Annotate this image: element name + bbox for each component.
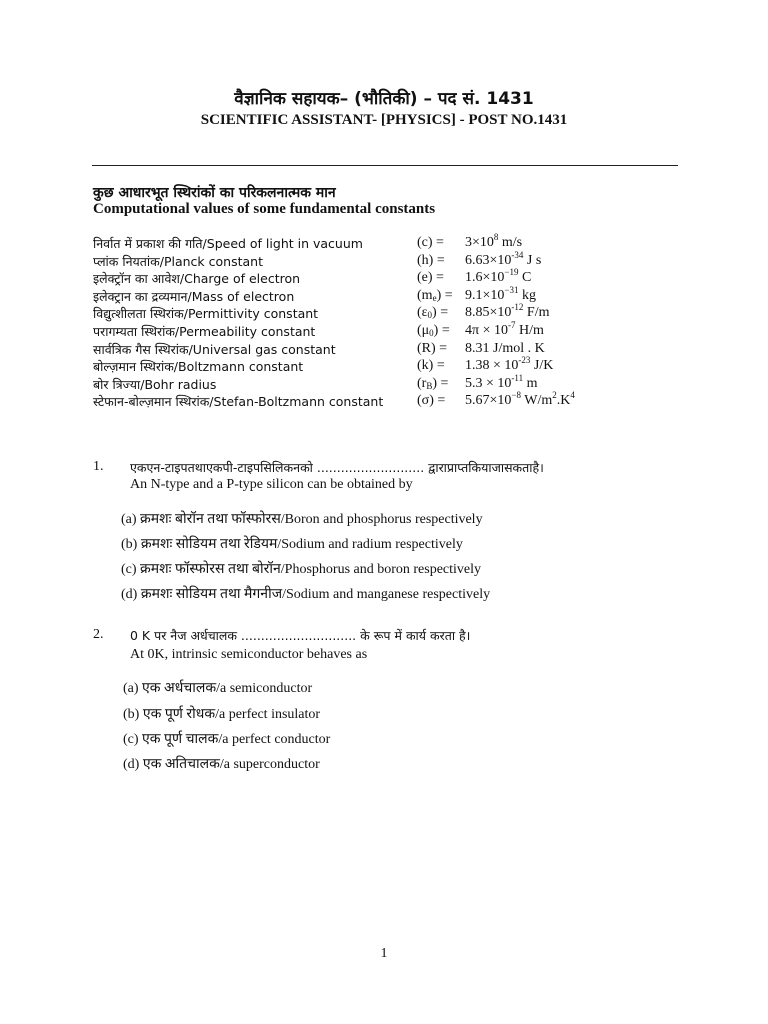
constant-unit: J s bbox=[523, 252, 542, 268]
constant-symbol: (r bbox=[417, 375, 427, 391]
constant-value: 4π × 10 bbox=[465, 323, 508, 338]
constant-exponent: -34 bbox=[511, 249, 524, 260]
option-b: (b) क्रमशः सोडियम तथा रेडियम/Sodium and radium respectively bbox=[121, 537, 463, 552]
constant-symbol-end: ) = bbox=[432, 305, 449, 321]
constant-unit: J/K bbox=[530, 358, 554, 374]
constant-symbol-subscript: 0 bbox=[427, 310, 433, 321]
constant-row bbox=[93, 284, 693, 306]
constant-value: 5.67×10 bbox=[465, 393, 512, 409]
constant-symbol: (R) = bbox=[417, 340, 448, 356]
constant-symbol-subscript: 0 bbox=[429, 328, 434, 338]
question-text-hindi: एकएन-टाइपतथाएकपी-टाइपसिलिकनको ........................... द्वाराप्राप्तकियाजासकताहै। bbox=[130, 460, 544, 475]
constant-symbol-cell bbox=[417, 376, 448, 392]
constant-row bbox=[93, 232, 693, 253]
constant-row bbox=[93, 341, 693, 359]
constant-value-cell bbox=[465, 355, 554, 374]
question-text-english: An N-type and a P-type silicon can be obtained by bbox=[130, 477, 413, 492]
constant-symbol: (e) = bbox=[417, 270, 444, 286]
constant-value-cell bbox=[465, 390, 575, 409]
constant-row bbox=[93, 249, 693, 271]
constant-symbol: (c) = bbox=[417, 235, 444, 250]
constant-symbol-cell bbox=[417, 323, 450, 339]
constant-unit-exponent: 4 bbox=[570, 390, 575, 401]
constant-symbol-end: ) = bbox=[436, 287, 453, 303]
option-b: (b) एक पूर्ण रोधक/a perfect insulator bbox=[123, 707, 321, 722]
constant-symbol: (h) = bbox=[417, 252, 445, 268]
constant-symbol: (k) = bbox=[417, 358, 445, 374]
constant-unit-extra: .K bbox=[556, 393, 571, 409]
constant-value-cell bbox=[465, 302, 550, 321]
constant-unit: kg bbox=[518, 287, 536, 303]
constant-name: निर्वात में प्रकाश की गति/Speed of light in vacuum bbox=[93, 236, 363, 251]
constant-row bbox=[93, 320, 693, 341]
question-text-english: At 0K, intrinsic semiconductor behaves as bbox=[130, 647, 368, 662]
constant-value-cell bbox=[465, 320, 544, 339]
constant-symbol-end: ) = bbox=[432, 375, 449, 391]
constant-value: 5.3 × 10 bbox=[465, 375, 512, 391]
constant-symbol-end: ) = bbox=[433, 323, 450, 338]
constant-exponent: -11 bbox=[511, 372, 524, 383]
section-heading-hindi: कुछ आधारभूत स्थिरांकों का परिकलनात्मक मान bbox=[93, 185, 336, 201]
constant-symbol-cell bbox=[417, 358, 445, 374]
constant-value: 1.6×10 bbox=[465, 270, 505, 286]
constant-name: स्टेफान-बोल्ज़मान स्थिरांक/Stefan-Boltzmann constant bbox=[93, 394, 384, 410]
option-c: (c) एक पूर्ण चालक/a perfect conductor bbox=[123, 732, 331, 747]
question-number: 2. bbox=[93, 627, 104, 642]
constant-name: इलेक्ट्रॉन का आवेश/Charge of electron bbox=[93, 271, 301, 287]
page-title-english: SCIENTIFIC ASSISTANT- [PHYSICS] - POST NO.1431 bbox=[200, 112, 568, 128]
option-a: (a) एक अर्धचालक/a semiconductor bbox=[123, 681, 313, 696]
constant-name: विद्युत्शीलता स्थिरांक/Permittivity constant bbox=[93, 306, 319, 322]
constant-name: परागम्यता स्थिरांक/Permeability constant bbox=[93, 324, 316, 339]
constant-unit: W/m bbox=[520, 393, 553, 409]
constant-value-cell bbox=[465, 267, 532, 286]
constant-value-cell bbox=[465, 249, 542, 269]
constant-row bbox=[93, 390, 693, 411]
constant-unit: H/m bbox=[515, 323, 544, 338]
constant-symbol-cell bbox=[417, 341, 447, 357]
page-number: 1 bbox=[380, 946, 388, 961]
constant-name: सार्वत्रिक गैस स्थिरांक/Universal gas constant bbox=[93, 341, 336, 357]
constant-symbol-cell bbox=[417, 270, 444, 286]
constant-name: बोल्ज़मान स्थिरांक/Boltzmann constant bbox=[93, 359, 304, 375]
constant-symbol-cell bbox=[417, 305, 448, 321]
constant-row bbox=[93, 372, 693, 394]
constant-symbol: (m bbox=[417, 287, 433, 303]
constant-value-cell bbox=[465, 232, 523, 251]
constant-row bbox=[93, 355, 693, 376]
constant-unit: C bbox=[518, 270, 532, 286]
constant-symbol: (σ) = bbox=[417, 393, 446, 409]
constant-symbol-cell bbox=[417, 288, 453, 304]
constant-row bbox=[93, 302, 693, 323]
constant-exponent: 8 bbox=[493, 232, 499, 242]
constant-unit-exponent: 2 bbox=[552, 390, 557, 401]
question-number: 1. bbox=[93, 459, 104, 474]
question-text-hindi: 0 K पर नैज अर्धचालक ............................. के रूप में कार्य करता है। bbox=[130, 628, 471, 643]
constant-row bbox=[93, 267, 693, 288]
option-d: (d) क्रमशः सोडियम तथा मैगनीज/Sodium and manganese respectively bbox=[121, 587, 491, 602]
constant-value: 3×10 bbox=[465, 235, 494, 250]
constant-name: इलेक्ट्रान का द्रव्यमान/Mass of electron bbox=[93, 288, 295, 304]
divider bbox=[92, 165, 678, 166]
constant-value: 8.85×10 bbox=[465, 305, 512, 321]
constant-symbol: (ε bbox=[417, 305, 428, 321]
constant-exponent: -12 bbox=[511, 302, 524, 313]
constant-symbol-subscript: e bbox=[432, 292, 437, 303]
constant-value: 8.31 J/mol . K bbox=[465, 340, 545, 356]
constant-symbol-cell bbox=[417, 235, 444, 251]
constant-exponent: −19 bbox=[504, 267, 519, 278]
constant-name: बोर त्रिज्या/Bohr radius bbox=[93, 376, 217, 392]
constant-symbol: (μ bbox=[417, 323, 430, 338]
option-a: (a) क्रमशः बोरॉन तथा फॉस्फोरस/Boron and phosphorus respectively bbox=[121, 512, 483, 527]
constant-value: 6.63×10 bbox=[465, 252, 512, 268]
constant-name: प्लांक नियतांक/Planck constant bbox=[93, 253, 263, 269]
constant-value-cell bbox=[465, 284, 536, 304]
page-title-hindi: वैज्ञानिक सहायक– (भौतिकी) – पद सं. 1431 bbox=[234, 89, 534, 109]
constant-symbol-cell bbox=[417, 393, 445, 409]
constant-symbol-cell bbox=[417, 253, 445, 269]
constant-unit: m/s bbox=[498, 235, 523, 250]
constant-exponent: -7 bbox=[507, 320, 516, 330]
constant-exponent: −8 bbox=[511, 390, 521, 401]
option-c: (c) क्रमशः फॉस्फोरस तथा बोरॉन/Phosphorus and boron respectively bbox=[121, 562, 482, 577]
constant-value-cell bbox=[465, 372, 538, 392]
constant-unit: F/m bbox=[523, 305, 550, 321]
section-heading-english: Computational values of some fundamental constants bbox=[93, 201, 436, 217]
constant-value: 1.38 × 10 bbox=[465, 358, 519, 374]
constant-value: 9.1×10 bbox=[465, 287, 505, 303]
constant-symbol-subscript: B bbox=[426, 380, 433, 391]
option-d: (d) एक अतिचालक/a superconductor bbox=[123, 757, 320, 772]
constant-value-cell bbox=[465, 341, 545, 357]
constant-unit: m bbox=[523, 375, 538, 391]
constant-exponent: -23 bbox=[518, 355, 531, 366]
constant-exponent: −31 bbox=[504, 284, 519, 295]
